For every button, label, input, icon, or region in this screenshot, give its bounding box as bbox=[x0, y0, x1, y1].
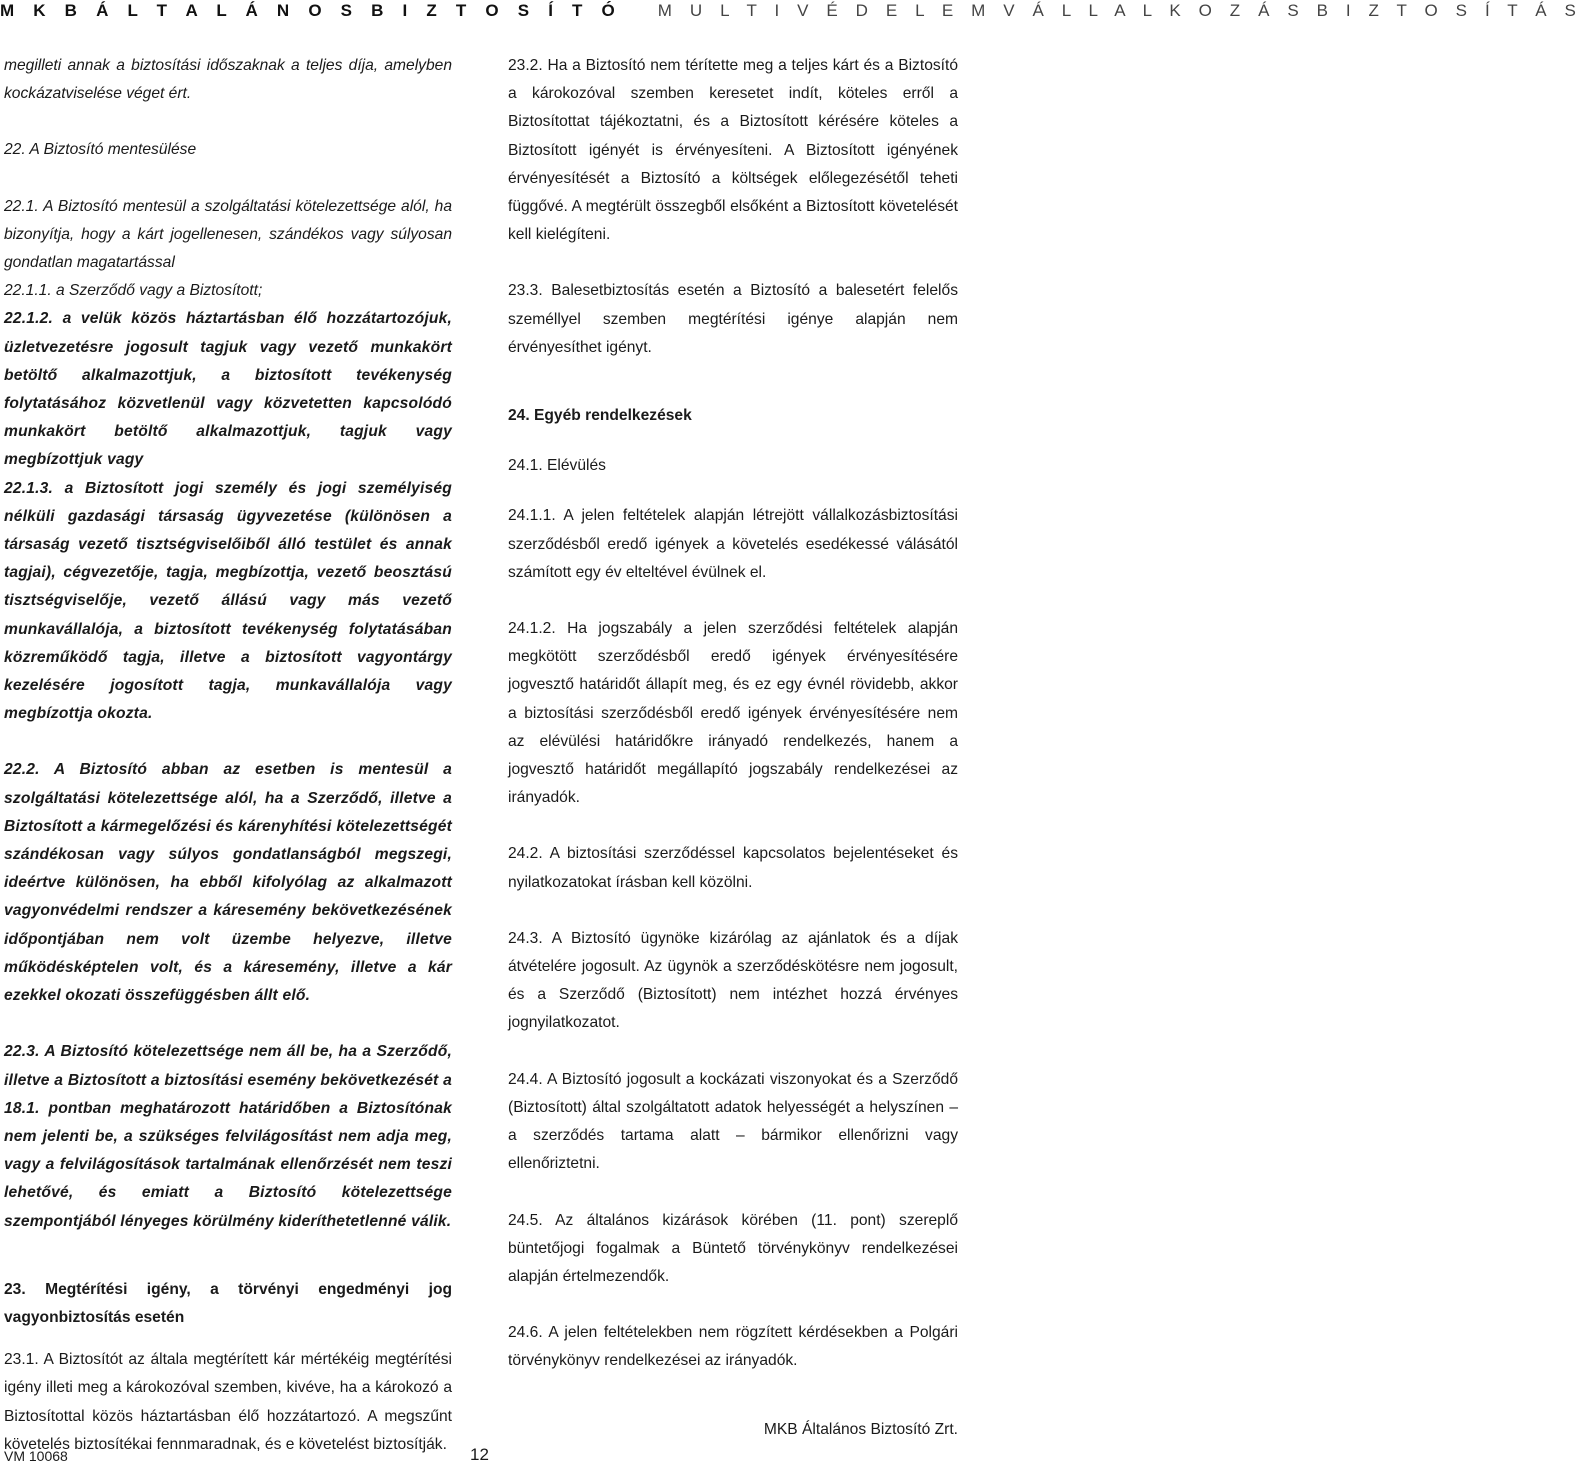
paragraph-22-1-2: 22.1.2. a velük közös háztartásban élő hozzátartozójuk, üzletvezetésre jogosult tagjuk vagy vezető munkakört betöltő alkalmazottjuk, a biztosított tevékenység folytatásához közvetlenül vagy közvetetten kapcsolódó munkakört betöltő alkalmazottjuk, tagjuk vagy megbízottjuk vagy bbox=[4, 310, 452, 469]
right-column bbox=[508, 52, 958, 1444]
page-header bbox=[0, 0, 1582, 26]
paragraph-24-6: 24.6. A jelen feltételekben nem rögzített kérdésekben a Polgári törvénykönyv rendelkezései az irányadók. bbox=[508, 1324, 958, 1370]
left-column bbox=[4, 52, 452, 1459]
document-code: VM 10068 bbox=[4, 1448, 68, 1464]
paragraph-24-1-2: 24.1.2. Ha jogszabály a jelen szerződési feltételek alapján megkötött szerződésből eredő igények érvényesítésére jogvesztő határidőt állapít meg, és ez egy évnél rövidebb, akkor a biztosítási szerződésből eredő igények érvényesítésére nem az elévülési határidőkre irányadó rendelkezés, hanem a jogvesztő határidőt megállapító jogszabály rendelkezései az irányadók. bbox=[508, 620, 958, 807]
paragraph-24-1-1: 24.1.1. A jelen feltételek alapján létrejött vállalkozásbiztosítási szerződésből eredő igények a követelés esedékessé válásától számított egy év elteltével évülnek el. bbox=[508, 507, 958, 581]
header-subtitle: M U L T I V É D E L E M V Á L L A L K O Z Á S B I Z T O S Í T Á S bbox=[657, 1, 1582, 20]
heading-24-1: 24.1. Elévülés bbox=[508, 457, 606, 475]
paragraph-24-2: 24.2. A biztosítási szerződéssel kapcsolatos bejelentéseket és nyilatkozatokat írásban kell közölni. bbox=[508, 845, 958, 891]
paragraph-23-2: 23.2. Ha a Biztosító nem térítette meg a teljes kárt és a Biztosító a károkozóval szemben keresetet indít, köteles erről a Biztosítottat tájékoztatni, és a Biztosított kérésére köteles a Biztosított igényét is érvényesíteni. A Biztosított igényének érvényesítését a Biztosító a költségek előlegezésétől teheti függővé. A megtérült összegből elsőként a Biztosított követelését kell kielégíteni. bbox=[508, 57, 958, 244]
paragraph-intro: megilleti annak a biztosítási időszaknak a teljes díja, amelyben kockázatviselése véget ért. bbox=[4, 57, 452, 103]
signature: MKB Általános Biztosító Zrt. bbox=[763, 1420, 958, 1438]
paragraph-22-1: 22.1. A Biztosító mentesül a szolgáltatási kötelezettsége alól, ha bizonyítja, hogy a kárt jogellenesen, szándékos vagy súlyosan gondatlan magatartással bbox=[4, 197, 452, 272]
heading-24: 24. Egyéb rendelkezések bbox=[508, 407, 692, 425]
paragraph-22-1-1: 22.1.1. a Szerződő vagy a Biztosított; bbox=[4, 282, 263, 300]
paragraph-23-3: 23.3. Balesetbiztosítás esetén a Biztosító a balesetért felelős személlyel szemben megtérítési igénye alapján nem érvényesíthet igényt. bbox=[508, 282, 958, 356]
paragraph-24-4: 24.4. A Biztosító jogosult a kockázati viszonyokat és a Szerződő (Biztosított) által szolgáltatott adatok helyességét a helyszínen – a szerződés tartama alatt – bármikor ellenőrizni vagy ellenőriztetni. bbox=[508, 1070, 958, 1173]
paragraph-24-3: 24.3. A Biztosító ügynöke kizárólag az ajánlatok és a díjak átvételére jogosult. Az ügynök a szerződéskötésre nem jogosult, és a Szerződő (Biztosított) nem intézhet hozzá érvényes jognyilatkozatot. bbox=[508, 929, 958, 1032]
heading-22: 22. A Biztosító mentesülése bbox=[4, 141, 197, 159]
paragraph-22-2: 22.2. A Biztosító abban az esetben is mentesül a szolgáltatási kötelezettsége alól, ha a Szerződő, illetve a Biztosított a kármegelőzési és kárenyhítési kötelezettségét szándékosan vagy súlyos gondatlanságból megszegi, ideértve különösen, ha ebből kifolyólag az alkalmazott vagyonvédelmi rendszer a káresemény bekövetkezésének időpontjában nem volt üzembe helyezve, illetve működésképtelen volt, és a káresemény, illetve a kár ezekkel okozati összefüggésben állt elő. bbox=[4, 761, 452, 1005]
paragraph-23-1: 23.1. A Biztosítót az általa megtérített kár mértékéig megtérítési igény illeti meg a károkozóval szemben, kivéve, ha a károkozó a Biztosítottal közös háztartásban élő hozzátartozó. A megszűnt követelés biztosítékai fennmaradnak, és e követelést biztosítják. bbox=[4, 1351, 452, 1453]
header-company: M K B Á L T A L Á N O S B I Z T O S Í T Ó bbox=[0, 1, 622, 20]
page-number: 12 bbox=[470, 1445, 489, 1464]
paragraph-24-5: 24.5. Az általános kizárások körében (11. pont) szereplő büntetőjogi fogalmak a Büntető törvénykönyv rendelkezései alapján értelmezendők. bbox=[508, 1211, 958, 1285]
paragraph-22-1-3: 22.1.3. a Biztosított jogi személy és jogi személyiség nélküli gazdasági társaság ügyvezetése (különösen a társaság vezető tisztségviselőiből álló testület és annak tagjai), cégvezetője, tagja, megbízottja, vezető beosztású tisztségviselője, vezető állású vagy más vezető munkavállalója, a biztosított tevékenység folytatásában közreműködő tagja, illetve a biztosított vagyontárgy kezelésére jogosított tagja, munkavállalója vagy megbízottja okozta. bbox=[4, 479, 452, 723]
paragraph-22-3: 22.3. A Biztosító kötelezettsége nem áll be, ha a Szerződő, illetve a Biztosított a biztosítási esemény bekövetkezését a 18.1. pontban meghatározott határidőben a Biztosítónak nem jelenti be, a szükséges felvilágosítást nem adja meg, vagy a felvilágosítások tartalmának ellenőrzését nem teszi lehetővé, és emiatt a Biztosító kötelezettsége szempontjából lényeges körülmény kideríthetetlenné válik. bbox=[4, 1043, 452, 1230]
heading-23: 23. Megtérítési igény, a törvényi engedményi jog vagyonbiztosítás esetén bbox=[4, 1280, 452, 1326]
